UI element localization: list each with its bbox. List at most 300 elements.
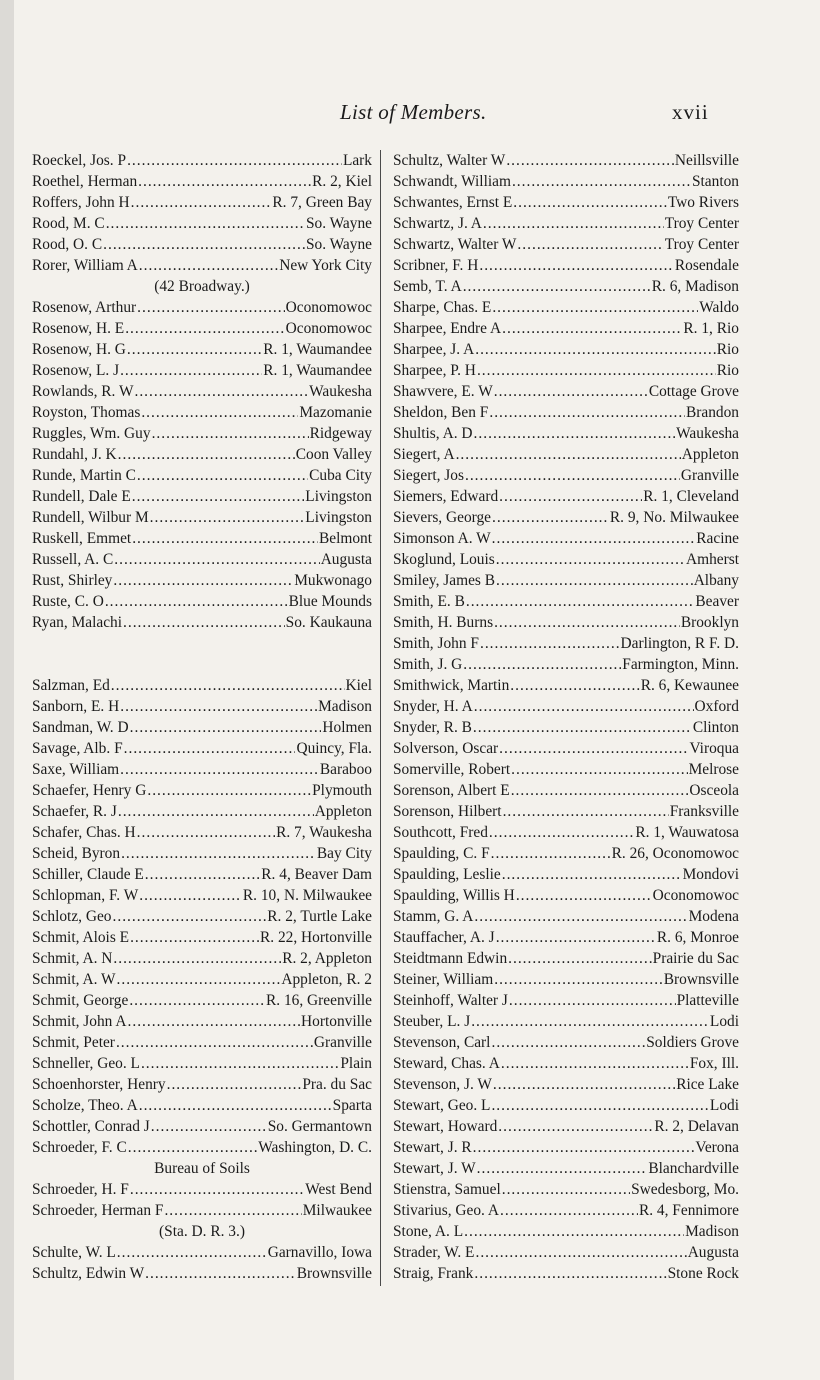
member-name: Stewart, Howard bbox=[393, 1118, 498, 1135]
member-entry bbox=[32, 444, 372, 465]
dot-leader bbox=[137, 822, 275, 843]
member-name: Stewart, Geo. L bbox=[393, 1097, 491, 1114]
dot-leader bbox=[489, 402, 685, 423]
member-location: Bay City bbox=[316, 845, 372, 862]
dot-leader bbox=[512, 171, 691, 192]
dot-leader bbox=[473, 717, 692, 738]
member-name: Schmit, George bbox=[32, 992, 129, 1009]
member-location: Beaver bbox=[695, 593, 739, 610]
member-name: Schwantes, Ernst E bbox=[393, 194, 513, 211]
member-name: Sharpe, Chas. E bbox=[393, 299, 492, 316]
member-entry bbox=[393, 486, 739, 507]
member-name: Scribner, F. H bbox=[393, 257, 479, 274]
dot-leader bbox=[139, 885, 242, 906]
member-location: R. 1, Cleveland bbox=[643, 488, 739, 505]
member-location: Rice Lake bbox=[676, 1076, 739, 1093]
right-group-s bbox=[393, 150, 739, 1284]
member-name: Sievers, George bbox=[393, 509, 492, 526]
dot-leader bbox=[500, 1200, 638, 1221]
member-name: Spaulding, C. F bbox=[393, 845, 490, 862]
member-location: R. 1, Waumandee bbox=[263, 341, 372, 358]
member-name: Ruggles, Wm. Guy bbox=[32, 425, 151, 442]
dot-leader bbox=[130, 1179, 304, 1200]
dot-leader bbox=[475, 339, 716, 360]
dot-leader bbox=[151, 1116, 267, 1137]
member-entry bbox=[393, 1032, 739, 1053]
dot-leader bbox=[120, 360, 262, 381]
member-entry bbox=[393, 507, 739, 528]
member-entry bbox=[393, 990, 739, 1011]
member-name: Schroeder, F. C bbox=[32, 1139, 127, 1156]
member-entry bbox=[393, 213, 739, 234]
dot-leader bbox=[463, 276, 651, 297]
member-name: Smith, J. G bbox=[393, 656, 463, 673]
member-name: Rundell, Wilbur M bbox=[32, 509, 149, 526]
dot-leader bbox=[103, 234, 305, 255]
member-entry bbox=[393, 570, 739, 591]
member-entry bbox=[32, 255, 372, 276]
dot-leader bbox=[121, 843, 316, 864]
member-location: Quincy, Fla. bbox=[296, 740, 372, 757]
member-entry bbox=[32, 885, 372, 906]
member-name: Steinhoff, Walter J bbox=[393, 992, 508, 1009]
dot-leader bbox=[150, 507, 305, 528]
left-column bbox=[32, 150, 372, 1284]
member-location: Brownsville bbox=[663, 971, 739, 988]
dot-leader bbox=[499, 486, 642, 507]
member-name: Stone, A. L bbox=[393, 1223, 464, 1240]
member-location: Kiel bbox=[345, 677, 372, 694]
member-name: Schottler, Conrad J bbox=[32, 1118, 150, 1135]
dot-leader bbox=[123, 612, 285, 633]
member-name: Sharpee, J. A bbox=[393, 341, 475, 358]
member-location: So. Germantown bbox=[267, 1118, 372, 1135]
dot-leader bbox=[502, 1179, 630, 1200]
dot-leader bbox=[483, 213, 664, 234]
member-location: Soldiers Grove bbox=[646, 1034, 739, 1051]
member-entry bbox=[32, 507, 372, 528]
member-name: Schaefer, Henry G bbox=[32, 782, 147, 799]
dot-leader bbox=[130, 717, 322, 738]
member-entry bbox=[32, 1179, 372, 1200]
member-entry bbox=[393, 1116, 739, 1137]
member-entry bbox=[393, 612, 739, 633]
member-entry bbox=[393, 444, 739, 465]
member-location: Melrose bbox=[688, 761, 739, 778]
dot-leader bbox=[474, 906, 687, 927]
dot-leader bbox=[492, 507, 609, 528]
member-name: Roethel, Herman bbox=[32, 173, 138, 190]
member-location: West Bend bbox=[305, 1181, 372, 1198]
member-location: R. 7, Waukesha bbox=[276, 824, 372, 841]
member-entry bbox=[32, 1242, 372, 1263]
dot-leader bbox=[131, 192, 272, 213]
member-name: Ryan, Malachi bbox=[32, 614, 122, 631]
member-name: Savage, Alb. F bbox=[32, 740, 123, 757]
dot-leader bbox=[130, 927, 259, 948]
member-name: Rust, Shirley bbox=[32, 572, 113, 589]
member-name: Schoenhorster, Henry bbox=[32, 1076, 166, 1093]
member-entry bbox=[32, 339, 372, 360]
member-location: Oconomowoc bbox=[285, 299, 372, 316]
member-entry bbox=[393, 192, 739, 213]
member-name: Rood, M. C bbox=[32, 215, 105, 232]
member-location: Neillsville bbox=[674, 152, 739, 169]
left-group-r bbox=[32, 150, 372, 633]
dot-leader bbox=[137, 297, 284, 318]
member-name: Ruskell, Emmet bbox=[32, 530, 132, 547]
member-entry bbox=[393, 171, 739, 192]
member-entry bbox=[32, 192, 372, 213]
member-name: Scholze, Theo. A bbox=[32, 1097, 138, 1114]
member-entry bbox=[393, 1095, 739, 1116]
dot-leader bbox=[145, 864, 261, 885]
member-address-continuation: (42 Broadway.) bbox=[154, 278, 250, 295]
member-entry bbox=[393, 1158, 739, 1179]
member-entry bbox=[32, 549, 372, 570]
member-location: Brandon bbox=[685, 404, 739, 421]
dot-leader bbox=[124, 738, 296, 759]
member-entry bbox=[32, 801, 372, 822]
dot-leader bbox=[167, 1074, 302, 1095]
member-location: R. 26, Oconomowoc bbox=[611, 845, 739, 862]
member-location: Blue Mounds bbox=[288, 593, 372, 610]
member-location: Ridgeway bbox=[309, 425, 372, 442]
member-entry bbox=[32, 423, 372, 444]
member-name: Schlotz, Geo bbox=[32, 908, 112, 925]
member-name: Smiley, James B bbox=[393, 572, 496, 589]
dot-leader bbox=[511, 759, 687, 780]
member-entry bbox=[32, 864, 372, 885]
member-name: Royston, Thomas bbox=[32, 404, 141, 421]
member-entry bbox=[32, 948, 372, 969]
member-entry bbox=[393, 276, 739, 297]
member-entry bbox=[393, 822, 739, 843]
member-name: Schmit, John A bbox=[32, 1013, 127, 1030]
member-location: Oxford bbox=[694, 698, 739, 715]
member-name: Steuber, L. J bbox=[393, 1013, 471, 1030]
member-name: Somerville, Robert bbox=[393, 761, 511, 778]
member-entry bbox=[393, 255, 739, 276]
member-location: Baraboo bbox=[319, 761, 372, 778]
member-name: Runde, Martin C bbox=[32, 467, 136, 484]
member-location: R. 9, No. Milwaukee bbox=[609, 509, 739, 526]
member-entry bbox=[393, 969, 739, 990]
member-location: R. 2, Kiel bbox=[312, 173, 372, 190]
member-name: Rosenow, H. G bbox=[32, 341, 126, 358]
dot-leader bbox=[492, 297, 698, 318]
member-entry bbox=[32, 570, 372, 591]
member-entry bbox=[393, 423, 739, 444]
member-entry bbox=[393, 1200, 739, 1221]
member-name: Salzman, Ed bbox=[32, 677, 110, 694]
member-entry bbox=[32, 717, 372, 738]
member-entry bbox=[393, 1242, 739, 1263]
dot-leader bbox=[492, 528, 696, 549]
member-name: Sanborn, E. H bbox=[32, 698, 120, 715]
dot-leader bbox=[128, 1011, 301, 1032]
member-name: Skoglund, Louis bbox=[393, 551, 495, 568]
member-entry bbox=[32, 1011, 372, 1032]
dot-leader bbox=[127, 150, 342, 171]
member-name: Schroeder, H. F bbox=[32, 1181, 129, 1198]
member-location: Fox, Ill. bbox=[689, 1055, 739, 1072]
member-location: Mondovi bbox=[682, 866, 739, 883]
member-entry bbox=[32, 297, 372, 318]
member-location: R. 1, Waumandee bbox=[263, 362, 372, 379]
dot-leader bbox=[494, 969, 663, 990]
member-location: Garnavillo, Iowa bbox=[267, 1244, 372, 1261]
member-name: Stevenson, Carl bbox=[393, 1034, 491, 1051]
member-location: Sparta bbox=[332, 1097, 372, 1114]
member-entry bbox=[32, 906, 372, 927]
member-entry bbox=[32, 213, 372, 234]
member-name: Steiner, William bbox=[393, 971, 494, 988]
member-entry bbox=[393, 948, 739, 969]
member-entry bbox=[393, 1011, 739, 1032]
member-name: Southcott, Fred bbox=[393, 824, 488, 841]
member-location: Washington, D. C. bbox=[258, 1139, 372, 1156]
member-location: Hortonville bbox=[301, 1013, 372, 1030]
member-name: Siegert, A bbox=[393, 446, 455, 463]
member-location: R. 4, Beaver Dam bbox=[261, 866, 372, 883]
dot-leader bbox=[474, 423, 676, 444]
dot-leader bbox=[477, 360, 716, 381]
member-name: Stivarius, Geo. A bbox=[393, 1202, 500, 1219]
dot-leader bbox=[491, 1032, 645, 1053]
dot-leader bbox=[466, 591, 695, 612]
member-name: Sorenson, Hilbert bbox=[393, 803, 502, 820]
member-location: R. 7, Green Bay bbox=[272, 194, 372, 211]
dot-leader bbox=[120, 696, 317, 717]
member-name: Schiller, Claude E bbox=[32, 866, 144, 883]
dot-leader bbox=[105, 591, 288, 612]
member-entry bbox=[32, 969, 372, 990]
member-location: R. 1, Wauwatosa bbox=[635, 824, 739, 841]
member-location: Franksville bbox=[669, 803, 739, 820]
dot-leader bbox=[129, 990, 265, 1011]
dot-leader bbox=[113, 570, 293, 591]
section-gap bbox=[32, 633, 372, 675]
dot-leader bbox=[516, 885, 652, 906]
page-gutter bbox=[0, 0, 14, 1380]
member-name: Stewart, J. R bbox=[393, 1139, 472, 1156]
dot-leader bbox=[464, 1221, 684, 1242]
member-name: Saxe, William bbox=[32, 761, 120, 778]
member-entry bbox=[393, 633, 739, 654]
dot-leader bbox=[465, 465, 680, 486]
member-entry bbox=[393, 780, 739, 801]
dot-leader bbox=[111, 675, 345, 696]
member-location: Granville bbox=[680, 467, 739, 484]
member-entry bbox=[32, 528, 372, 549]
member-entry bbox=[32, 171, 372, 192]
member-location: Plain bbox=[340, 1055, 372, 1072]
dot-leader bbox=[116, 1032, 313, 1053]
dot-leader bbox=[479, 255, 674, 276]
member-location: Holmen bbox=[322, 719, 372, 736]
member-location: R. 16, Greenville bbox=[266, 992, 372, 1009]
member-location: Blanchardville bbox=[648, 1160, 739, 1177]
member-entry bbox=[393, 1074, 739, 1095]
dot-leader bbox=[456, 444, 681, 465]
member-entry bbox=[32, 591, 372, 612]
member-name: Spaulding, Leslie bbox=[393, 866, 501, 883]
dot-leader bbox=[477, 1158, 648, 1179]
member-name: Schneller, Geo. L bbox=[32, 1055, 140, 1072]
dot-leader bbox=[127, 339, 262, 360]
member-name: Sharpee, P. H bbox=[393, 362, 476, 379]
dot-leader bbox=[474, 696, 694, 717]
member-entry bbox=[32, 675, 372, 696]
member-entry bbox=[393, 1137, 739, 1158]
member-name: Smithwick, Martin bbox=[393, 677, 510, 694]
member-name: Schroeder, Herman F bbox=[32, 1202, 164, 1219]
dot-leader bbox=[114, 549, 319, 570]
member-name: Roffers, John H bbox=[32, 194, 130, 211]
member-location: Modena bbox=[688, 908, 739, 925]
member-location: Stanton bbox=[691, 173, 739, 190]
member-entry bbox=[393, 1053, 739, 1074]
member-name: Schwandt, William bbox=[393, 173, 511, 190]
dot-leader bbox=[147, 780, 311, 801]
member-entry bbox=[393, 234, 739, 255]
member-name: Rowlands, R. W bbox=[32, 383, 134, 400]
member-name: Sharpee, Endre A bbox=[393, 320, 502, 337]
member-location: Appleton bbox=[314, 803, 372, 820]
member-location: Madison bbox=[318, 698, 372, 715]
dot-leader bbox=[506, 150, 674, 171]
member-location: Cuba City bbox=[309, 467, 372, 484]
dot-leader bbox=[489, 822, 634, 843]
member-entry bbox=[32, 360, 372, 381]
member-location: Pra. du Sac bbox=[302, 1076, 372, 1093]
dot-leader bbox=[496, 927, 656, 948]
member-location: Livingston bbox=[305, 488, 372, 505]
member-name: Smith, E. B bbox=[393, 593, 465, 610]
member-name: Sandman, W. D bbox=[32, 719, 129, 736]
member-entry bbox=[393, 318, 739, 339]
member-location: Appleton bbox=[681, 446, 739, 463]
member-name: Sorenson, Albert E bbox=[393, 782, 510, 799]
member-location: Racine bbox=[696, 530, 739, 547]
member-location: Brownsville bbox=[296, 1265, 372, 1282]
member-entry bbox=[32, 486, 372, 507]
dot-leader bbox=[493, 1074, 675, 1095]
dot-leader bbox=[139, 255, 278, 276]
member-name: Siemers, Edward bbox=[393, 488, 499, 505]
member-location: Augusta bbox=[687, 1244, 739, 1261]
page-number: xvii bbox=[672, 100, 709, 124]
dot-leader bbox=[141, 1053, 339, 1074]
page-header bbox=[0, 100, 820, 132]
member-name: Schaefer, R. J bbox=[32, 803, 117, 820]
member-name: Schmit, A. N bbox=[32, 950, 113, 967]
member-location: Augusta bbox=[320, 551, 372, 568]
member-address-continuation: Bureau of Soils bbox=[154, 1160, 250, 1177]
dot-leader bbox=[117, 969, 281, 990]
member-entry bbox=[32, 759, 372, 780]
member-location: Waukesha bbox=[676, 425, 739, 442]
member-entry bbox=[32, 318, 372, 339]
member-entry bbox=[393, 402, 739, 423]
member-name: Schultz, Edwin W bbox=[32, 1265, 145, 1282]
dot-leader bbox=[499, 738, 688, 759]
member-location: Granville bbox=[313, 1034, 372, 1051]
member-entry bbox=[393, 654, 739, 675]
member-location: Clinton bbox=[692, 719, 739, 736]
member-name: Schafer, Chas. H bbox=[32, 824, 136, 841]
member-name: Shawvere, E. W bbox=[393, 383, 493, 400]
member-location: Albany bbox=[693, 572, 739, 589]
member-location: Madison bbox=[685, 1223, 739, 1240]
member-entry bbox=[393, 906, 739, 927]
member-entry bbox=[393, 360, 739, 381]
member-name: Stienstra, Samuel bbox=[393, 1181, 501, 1198]
member-location: Lodi bbox=[709, 1013, 739, 1030]
member-entry bbox=[393, 759, 739, 780]
dot-leader bbox=[494, 612, 680, 633]
member-name: Rood, O. C bbox=[32, 236, 103, 253]
member-entry bbox=[32, 1032, 372, 1053]
member-name: Rosenow, Arthur bbox=[32, 299, 137, 316]
dot-leader bbox=[132, 528, 318, 549]
member-entry bbox=[393, 738, 739, 759]
member-name: Stauffacher, A. J bbox=[393, 929, 495, 946]
member-location: Amherst bbox=[685, 551, 739, 568]
member-entry bbox=[393, 339, 739, 360]
member-name: Snyder, R. B bbox=[393, 719, 472, 736]
member-entry bbox=[393, 465, 739, 486]
member-entry bbox=[32, 990, 372, 1011]
dot-leader bbox=[141, 402, 298, 423]
member-entry bbox=[393, 885, 739, 906]
member-entry bbox=[32, 696, 372, 717]
member-location: Lark bbox=[342, 152, 372, 169]
dot-leader bbox=[475, 1242, 686, 1263]
dot-leader bbox=[145, 1263, 296, 1284]
member-location: Waukesha bbox=[309, 383, 372, 400]
member-name: Rundell, Dale E bbox=[32, 488, 131, 505]
member-entry bbox=[32, 1095, 372, 1116]
left-group-s bbox=[32, 675, 372, 1284]
dot-leader bbox=[494, 381, 648, 402]
member-location: Belmont bbox=[318, 530, 372, 547]
member-location: Oconomowoc bbox=[285, 320, 372, 337]
member-name: Strader, W. E bbox=[393, 1244, 475, 1261]
member-location: So. Wayne bbox=[305, 236, 372, 253]
member-name: Rorer, William A bbox=[32, 257, 138, 274]
member-location: Brooklyn bbox=[680, 614, 739, 631]
member-location: R. 1, Rio bbox=[683, 320, 739, 337]
member-entry bbox=[32, 234, 372, 255]
member-entry bbox=[32, 1053, 372, 1074]
member-entry bbox=[32, 927, 372, 948]
dot-leader bbox=[473, 1137, 695, 1158]
member-location: Two Rivers bbox=[667, 194, 739, 211]
member-name: Schmit, Alois E bbox=[32, 929, 130, 946]
member-name: Russell, A. C bbox=[32, 551, 114, 568]
member-name: Rundahl, J. K bbox=[32, 446, 117, 463]
member-entry bbox=[32, 402, 372, 423]
member-entry bbox=[393, 150, 739, 171]
member-name: Rosenow, H. E bbox=[32, 320, 125, 337]
member-entry bbox=[393, 675, 739, 696]
member-location: Rio bbox=[716, 341, 739, 358]
member-entry bbox=[32, 1137, 372, 1158]
member-name: Schulte, W. L bbox=[32, 1244, 116, 1261]
dot-leader bbox=[502, 864, 682, 885]
